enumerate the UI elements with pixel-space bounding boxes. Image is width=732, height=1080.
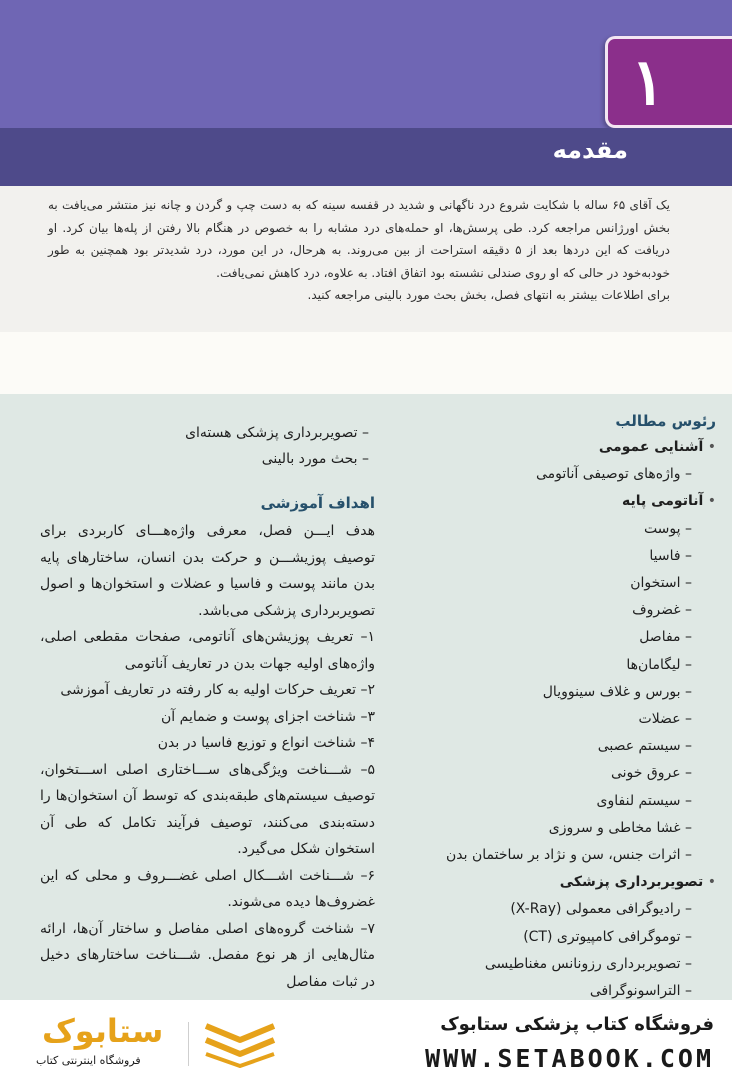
- objective-item: ۷– شناخت گروه‌های اصلی مفاصل و ساختار آن‌ها، ارائه مثال‌هایی از هر نوع مفصل. شـــناخت ساختارهای دخیل در ثبات مفاصل: [40, 920, 375, 990]
- objectives-list: [40, 624, 375, 995]
- outline-item: – بحث مورد بالینی: [40, 446, 369, 472]
- outline-item: – عضلات: [416, 706, 716, 733]
- outline-section: • آناتومی پایه: [416, 488, 716, 515]
- outline-column: [416, 412, 716, 1005]
- case-intro-text: [48, 194, 670, 307]
- outline-item: – تصویربرداری رزونانس مغناطیسی: [416, 951, 716, 978]
- outline-item: – رادیوگرافی معمولی (X-Ray): [416, 896, 716, 923]
- outline-item: – واژه‌های توصیفی آناتومی: [416, 461, 716, 488]
- objective-item: ۲– تعریف حرکات اولیه به کار رفته در تعاریف آموزشی: [60, 682, 375, 698]
- logo-divider: [188, 1022, 189, 1066]
- outline-item: – اثرات جنس، سن و نژاد بر ساختمان بدن: [416, 842, 716, 869]
- outline-item: – التراسونوگرافی: [416, 978, 716, 1005]
- outline-item: – استخوان: [416, 570, 716, 597]
- outline-item: – عروق خونی: [416, 760, 716, 787]
- outline-section: • تصویربرداری پزشکی: [416, 869, 716, 896]
- logo-tagline: فروشگاه اینترنتی کتاب: [36, 1054, 141, 1067]
- outline-continued-list: [40, 420, 369, 472]
- objective-item: ۶– شـــناخت اشـــکال اصلی غضـــروف و محلی که این غضروف‌ها دیده می‌شوند.: [40, 867, 375, 910]
- case-text: یک آقای ۶۵ ساله با شکایت شروع درد ناگهانی و شدید در قفسه سینه که به دست چپ و گردن و چانه نیز منتشر می‌یافت به بخش اورژانس مراجعه کرد. طی پرسش‌ها، او حمله‌های درد مشابه را به خصوص در هنگام بالا رفتن از پله‌ها بیان کرد. او دریافت که این دردها بعد از ۵ دقیقه استراحت از بین می‌روند. به هرحال، در این مورد، درد شدیدتر بود همچنین به طور خودبه‌خود در حالی که او روی صندلی نشسته بود اتفاق افتاد. به علاوه، درد کاهش نمی‌یافت.: [48, 198, 670, 280]
- outline-item: – سیستم لنفاوی: [416, 788, 716, 815]
- outline-item: – غشا مخاطی و سروزی: [416, 815, 716, 842]
- case-intro-box: [0, 186, 732, 332]
- chapter-number-box: [605, 36, 732, 128]
- store-name: فروشگاه کتاب پزشکی ستابوک: [440, 1014, 714, 1035]
- objective-item: ۴– شناخت انواع و توزیع فاسیا در بدن: [157, 735, 375, 751]
- chapter-title: مقدمه: [552, 136, 628, 164]
- outline-item: – فاسیا: [416, 543, 716, 570]
- objectives-column: [40, 420, 375, 995]
- objective-item: ۵– شـــناخت ویژگی‌های ســـاختاری اصلی اســـتخوان، توصیف سیستم‌های طبقه‌بندی که توسط آن استخوان‌ها را دسته‌بندی می‌کنند، توصیف فرآیند تکامل که طی آن استخوان شکل می‌گیرد.: [40, 761, 375, 857]
- logo-wordmark: ستابوک: [42, 1012, 164, 1050]
- chevron-logo-icon: [200, 1020, 280, 1068]
- outline-item: – غضروف: [416, 597, 716, 624]
- outline-list: [416, 434, 716, 1005]
- store-url: WWW.SETABOOK.COM: [425, 1044, 714, 1073]
- outline-item: – بورس و غلاف سینوویال: [416, 679, 716, 706]
- section-divider-band: [0, 332, 732, 394]
- outline-item: – پوست: [416, 516, 716, 543]
- chapter-number: ۱: [630, 45, 666, 120]
- objectives-heading: اهداف آموزشی: [260, 494, 375, 512]
- outline-section: • آشنایی عمومی: [416, 434, 716, 461]
- outline-heading: رئوس مطالب: [615, 412, 716, 430]
- title-band: [0, 128, 732, 186]
- objective-item: ۱– تعریف پوزیشن‌های آناتومی، صفحات مقطعی اصلی، واژه‌های اولیه جهات بدن در تعاریف آناتومی: [40, 629, 375, 672]
- outline-item: – مفاصل: [416, 624, 716, 651]
- outline-item: – سیستم عصبی: [416, 733, 716, 760]
- objective-item: ۳– شناخت اجزای پوست و ضمایم آن: [161, 708, 375, 725]
- outline-item: – لیگامان‌ها: [416, 652, 716, 679]
- outline-item: – تصویربرداری پزشکی هسته‌ای: [40, 420, 369, 446]
- objectives-intro: هدف ایـــن فصل، معرفی واژه‌هـــای کاربردی برای توصیف پوزیشـــن و حرکت بدن انسان، ساختارهای پایه بدن مانند پوست و فاسیا و عضلات و استخوان‌ها و اصول تصویربرداری پزشکی می‌باشد.: [40, 523, 375, 619]
- outline-item: – توموگرافی کامپیوتری (CT): [416, 924, 716, 951]
- more-info-text: برای اطلاعات بیشتر به انتهای فصل، بخش بحث مورد بالینی مراجعه کنید.: [307, 288, 670, 302]
- footer-banner: [0, 1000, 732, 1080]
